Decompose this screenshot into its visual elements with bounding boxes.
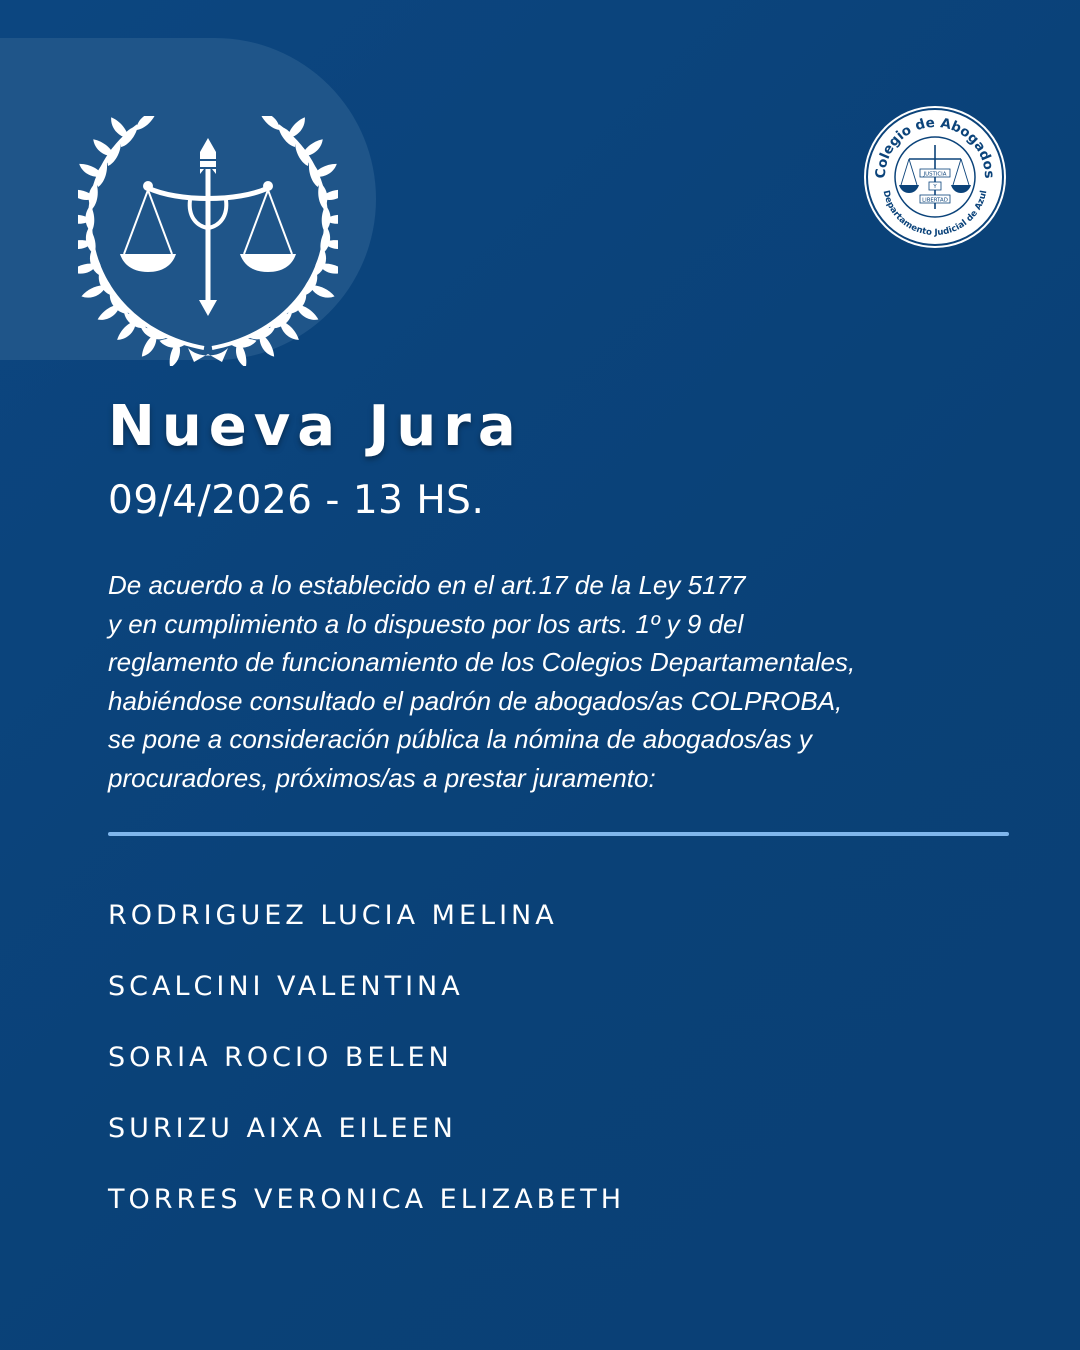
list-item: SURIZU AIXA EILEEN — [108, 1113, 457, 1144]
list-item: RODRIGUEZ LUCIA MELINA — [108, 900, 558, 931]
announcement-line: habiéndose consultado el padrón de abogados/as COLPROBA, — [108, 685, 843, 716]
seal-motto-bottom: LIBERTAD — [922, 197, 948, 204]
emblem-panel — [0, 38, 376, 360]
seal-motto-top: JUSTICIA — [923, 171, 947, 178]
seal-motto-middle: Y — [933, 184, 937, 191]
divider — [108, 832, 1009, 836]
event-datetime: 09/4/2026 - 13 HS. — [108, 478, 485, 523]
scales-of-justice-laurel-icon — [78, 116, 338, 366]
page-title: Nueva Jura — [108, 394, 523, 459]
announcement-line: De acuerdo a lo establecido en el art.17 de la Ley 5177 — [108, 570, 746, 600]
colegio-abogados-seal-icon — [863, 105, 1007, 249]
announcement-line: reglamento de funcionamiento de los Colegios Departamentales, — [108, 647, 856, 677]
seal-bottom-text: Departamento Judicial de Azul — [880, 189, 990, 239]
list-item: SCALCINI VALENTINA — [108, 971, 464, 1002]
list-item: SORIA ROCIO BELEN — [108, 1042, 453, 1073]
announcement-line: procuradores, próximos/as a prestar juramento: — [108, 762, 656, 793]
announcement-line: se pone a consideración pública la nómina de abogados/as y — [108, 724, 812, 754]
announcement-line: y en cumplimiento a lo dispuesto por los arts. 1º y 9 del — [108, 608, 744, 639]
names-list — [108, 893, 625, 1248]
announcement-text — [108, 566, 1028, 797]
list-item: TORRES VERONICA ELIZABETH — [108, 1184, 626, 1215]
seal-top-text: Colegio de Abogados — [872, 114, 998, 179]
